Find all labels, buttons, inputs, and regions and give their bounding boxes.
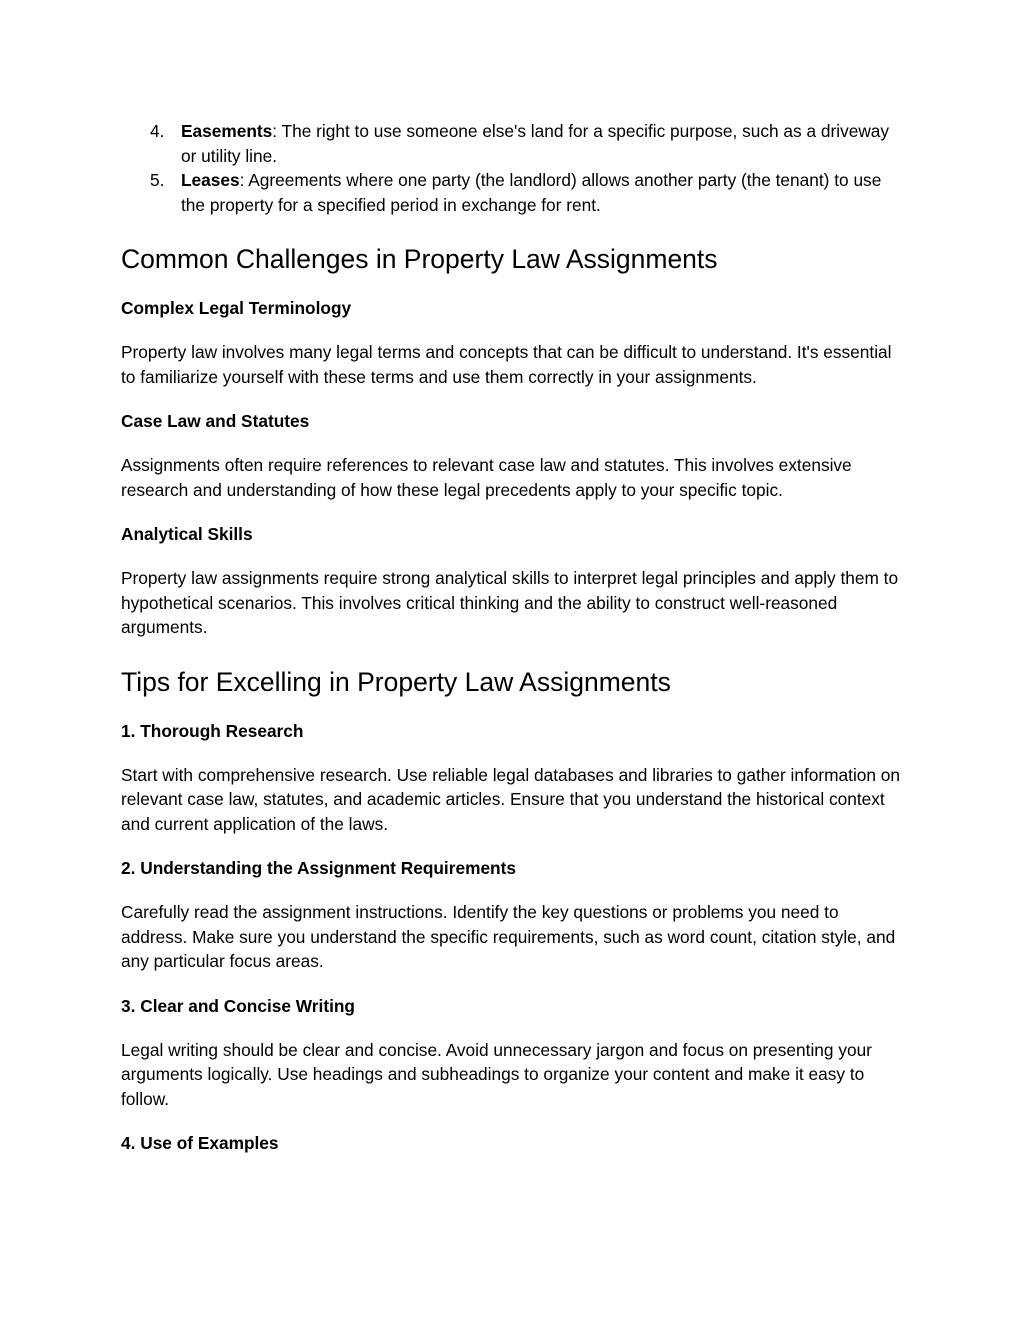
- tip-body-requirements: Carefully read the assignment instructions. Identify the key questions or problems you need to address. Make sure you understand the specific requirements, such as word count, citation style, and any particular focus areas.: [121, 902, 896, 971]
- section-body-analytical: Property law assignments require strong analytical skills to interpret legal principles and apply them to hypothetical scenarios. This involves critical thinking and the ability to construct well-reasoned arguments.: [121, 568, 899, 637]
- tip-heading-requirements: 2. Understanding the Assignment Requirements: [121, 858, 516, 878]
- tip-heading-writing: 3. Clear and Concise Writing: [121, 995, 355, 1016]
- challenges-heading: Common Challenges in Property Law Assignments: [121, 244, 718, 274]
- list-text: : The right to use someone else's land for a specific purpose, such as a driveway or utility line.: [181, 121, 890, 166]
- list-text: : Agreements where one party (the landlord) allows another party (the tenant) to use the property for a specified period in exchange for rent.: [181, 170, 882, 215]
- list-term: Leases: [181, 170, 240, 190]
- section-heading-terminology: Complex Legal Terminology: [121, 298, 352, 318]
- section-heading-analytical: Analytical Skills: [121, 524, 253, 544]
- section-body-terminology: Property law involves many legal terms and concepts that can be difficult to understand. It's essential to familiarize yourself with these terms and use them correctly in your assignments.: [121, 342, 892, 387]
- property-interest-list: [121, 119, 903, 217]
- tip-body-writing: Legal writing should be clear and concise. Avoid unnecessary jargon and focus on presenting your arguments logically. Use headings and subheadings to organize your content and make it easy to follow.: [121, 1039, 872, 1109]
- list-term: Easements: [181, 121, 273, 141]
- section-body-case-law: Assignments often require references to relevant case law and statutes. This involves extensive research and understanding of how these legal precedents apply to your specific topic.: [121, 455, 852, 500]
- tip-heading-research: 1. Thorough Research: [121, 720, 304, 741]
- tip-heading-examples: 4. Use of Examples: [121, 1133, 279, 1153]
- tips-heading: Tips for Excelling in Property Law Assignments: [121, 666, 671, 697]
- list-number: 5.: [150, 170, 165, 190]
- tip-body-research: Start with comprehensive research. Use reliable legal databases and libraries to gather information on relevant case law, statutes, and academic articles. Ensure that you understand the historical context and current application of the laws.: [121, 764, 901, 834]
- list-item-easements: [121, 119, 903, 168]
- section-heading-case-law: Case Law and Statutes: [121, 411, 310, 431]
- list-item-leases: [121, 168, 903, 217]
- document-page: [121, 119, 903, 1155]
- list-number: 4.: [150, 121, 165, 141]
